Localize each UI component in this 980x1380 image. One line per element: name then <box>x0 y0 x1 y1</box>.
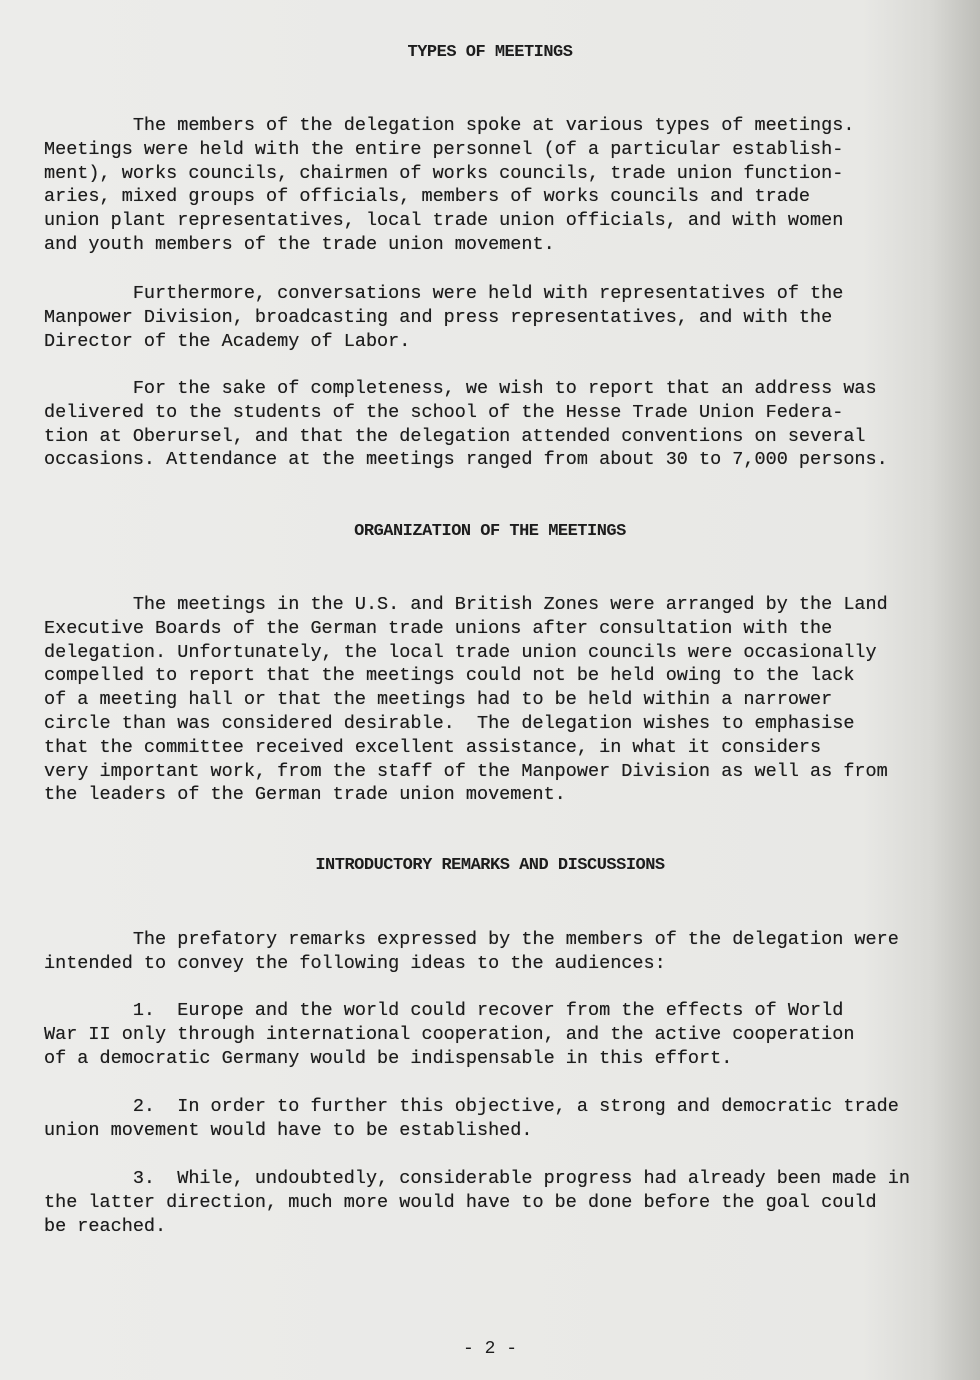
section-heading-introductory-remarks: INTRODUCTORY REMARKS AND DISCUSSIONS <box>315 856 665 875</box>
list-item-2: 2. In order to further this objective, a strong and democratic trade union movement would have to be established. <box>44 1096 899 1141</box>
section-heading-organization: ORGANIZATION OF THE MEETINGS <box>354 522 626 541</box>
list-item-3: 3. While, undoubtedly, considerable progress had already been made in the latter direction, much more would have to be done before the goal could be reached. <box>44 1168 910 1237</box>
paragraph-completeness: For the sake of completeness, we wish to report that an address was delivered to the students of the school of the Hesse Trade Union Federa- tion at Oberursel, and that the delegation attended conventions on several occasions. Attendance at the meetings ranged from about 30 to 7,000 persons. <box>44 378 888 471</box>
paragraph-conversations: Furthermore, conversations were held with representatives of the Manpower Division, broadcasting and press representatives, and with the Director of the Academy of Labor. <box>44 283 844 352</box>
paragraph-prefatory-remarks: The prefatory remarks expressed by the members of the delegation were intended to convey the following ideas to the audiences: <box>44 929 899 974</box>
list-item-1: 1. Europe and the world could recover from the effects of World War II only through international cooperation, and the active cooperation of a democratic Germany would be indispensable in this effort. <box>44 1000 855 1069</box>
paragraph-meeting-types: The members of the delegation spoke at various types of meetings. Meetings were held with the entire personnel (of a particular establish- ment), works councils, chairmen of works councils, trade union function- aries, mixed groups of officials, members of works councils and trade union plant representatives, local trade union officials, and with women and youth members of the trade union movement. <box>44 115 855 255</box>
paragraph-organization: The meetings in the U.S. and British Zones were arranged by the Land Executive Boards of the German trade unions after consultation with the delegation. Unfortunately, the local trade union councils were occasionally compelled to report that the meetings could not be held owing to the lack of a meeting hall or that the meetings had to be held within a narrower circle than was considered desirable. The delegation wishes to emphasise that the committee received excellent assistance, in what it considers very important work, from the staff of the Manpower Division as well as from the leaders of the German trade union movement. <box>44 594 888 806</box>
section-heading-types-of-meetings: TYPES OF MEETINGS <box>407 43 573 62</box>
page-number: - 2 - <box>462 1339 517 1359</box>
